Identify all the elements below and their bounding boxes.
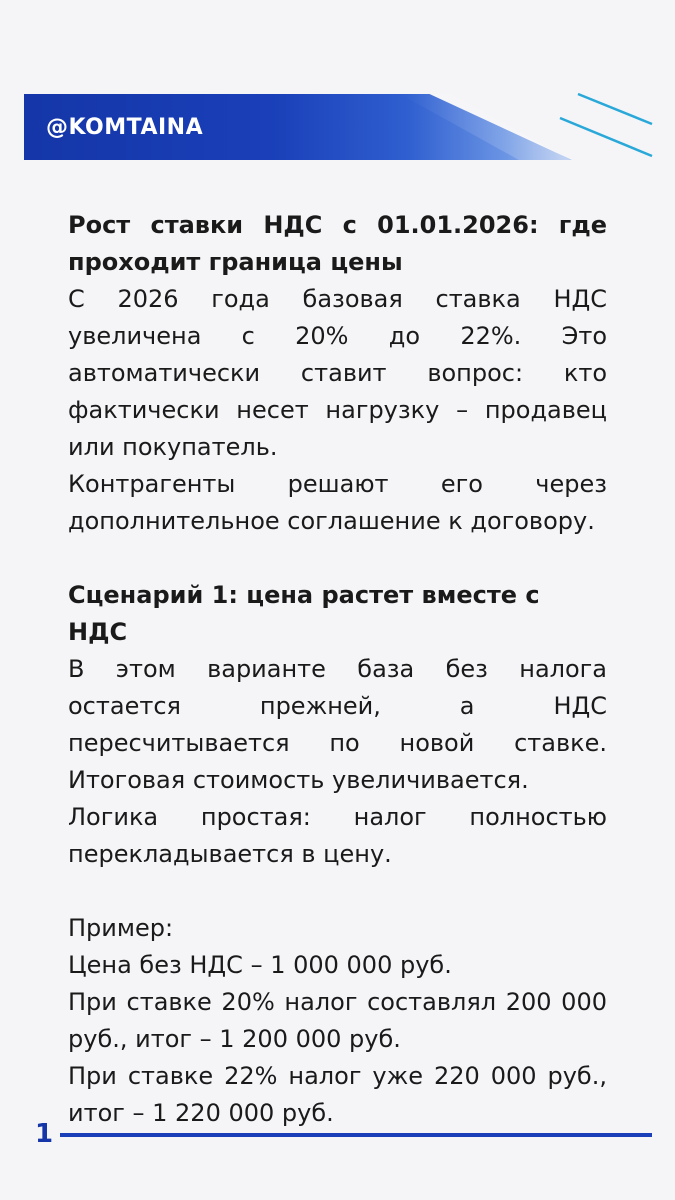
decorative-lines-icon xyxy=(556,90,656,165)
article-body xyxy=(68,207,607,1132)
footer-divider xyxy=(60,1133,652,1137)
article-title: Рост ставки НДС с 01.01.2026: где проходит граница цены xyxy=(68,211,607,276)
scenario-title: Сценарий 1: цена растет вместе с НДС xyxy=(68,581,540,646)
example-line-price: Цена без НДС – 1 000 000 руб. xyxy=(68,951,452,979)
page-number: 1 xyxy=(35,1119,54,1149)
paragraph-logic: Логика простая: налог полностью перекладывается в цену. xyxy=(68,803,607,868)
brand-handle: @KOMTAINA xyxy=(46,115,204,140)
example-label: Пример: xyxy=(68,914,174,942)
paragraph-agreement: Контрагенты решают его через дополнительное соглашение к договору. xyxy=(68,470,607,535)
paragraph-rate-increase: С 2026 года базовая ставка НДС увеличена с 20% до 22%. Это автоматически ставит вопрос: кто фактически несет нагрузку – продавец или покупатель. xyxy=(68,285,607,461)
example-line-22-percent: При ставке 22% налог уже 220 000 руб., итог – 1 220 000 руб. xyxy=(68,1062,607,1127)
example-line-20-percent: При ставке 20% налог составлял 200 000 руб., итог – 1 200 000 руб. xyxy=(68,988,607,1053)
paragraph-scenario-description: В этом варианте база без налога остается прежней, а НДС пересчитывается по новой ставке. Итоговая стоимость увеличивается. xyxy=(68,655,607,794)
